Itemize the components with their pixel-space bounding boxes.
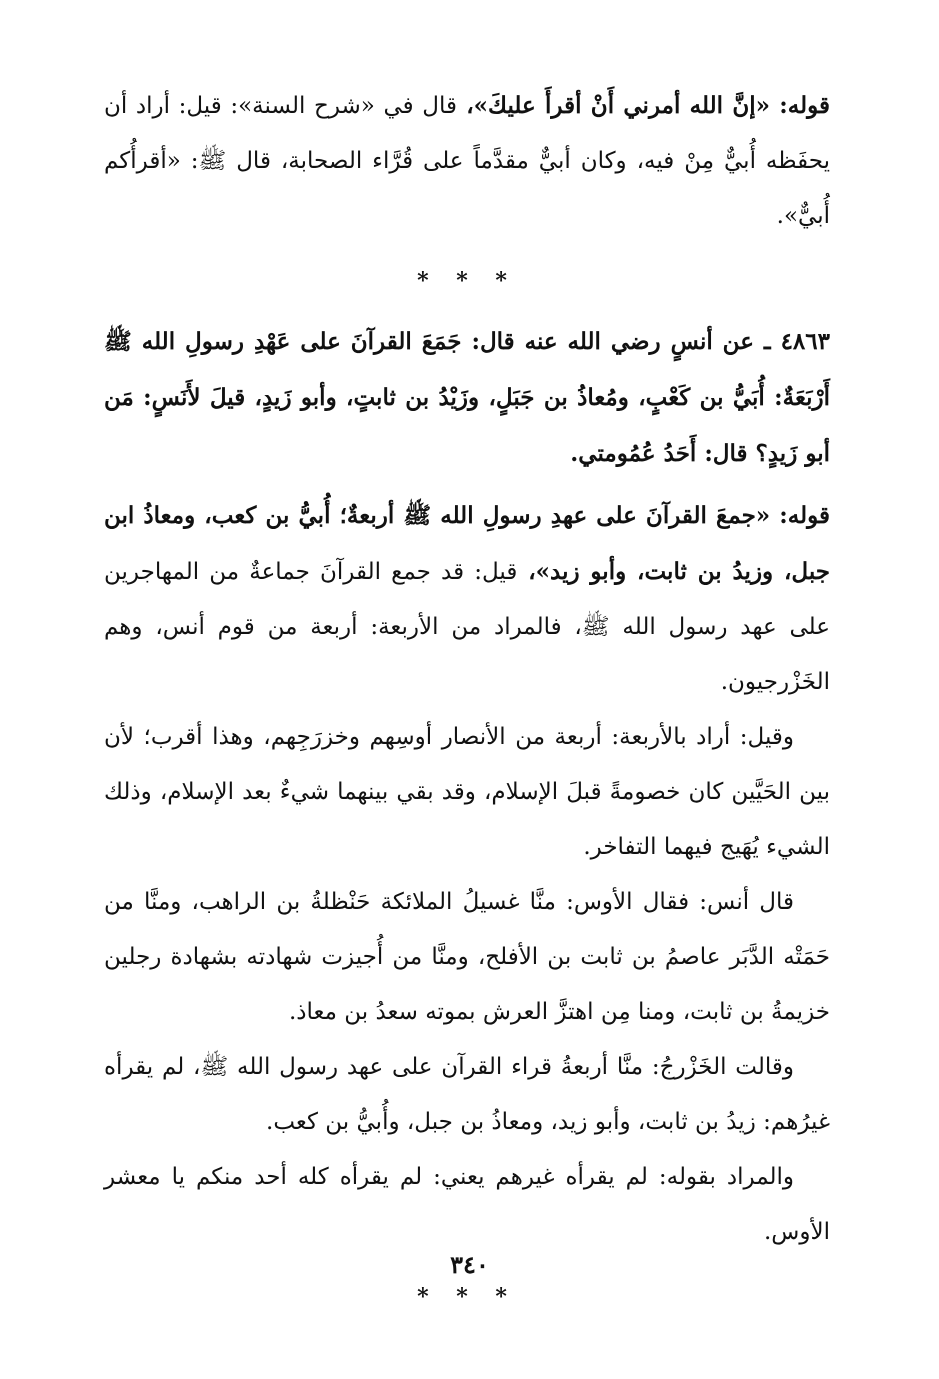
paragraph-5 [104, 875, 830, 1040]
paragraph-1 [104, 78, 830, 244]
commentary-text: قال أنس: فقال الأوس: منَّا غسيلُ الملائكة حَنْظلةُ بن الراهب، ومنَّا من حَمَتْه الدَّبَر عاصمُ بن ثابت بن الأفلح، ومنَّا من أُجيزت شهادته بشهادة رجلين خزيمةُ بن ثابت، ومنا مِن اهتزَّ العرش بموته سعدُ بن معاذ. [104, 889, 830, 1025]
page-number: ٣٤٠ [450, 1250, 489, 1279]
hadith-4863 [104, 314, 830, 482]
commentary-text: والمراد بقوله: لم يقرأه غيرهم يعني: لم يقرأه كله أحد منكم يا معشر الأوس. [104, 1164, 830, 1245]
page-body [104, 78, 830, 1330]
commentary-text: وقيل: أراد بالأربعة: أربعة من الأنصار أوسِهم وخزرَجِهم، وهذا أقرب؛ لأن بين الحَيَّين كان خصومةً قبلَ الإسلام، وقد بقي بينهما شيءٌ بعد الإسلام، وذلك الشيء يُهَيج فيهما التفاخر. [104, 724, 830, 860]
commentary-text: قال في «شرح السنة»: قيل: أراد أن يحفَظه أُبيٌّ مِنْ فيه، وكان أبيٌّ مقدَّماً على قُرَّاء الصحابة، قال ﷺ: «أقرأُكم أُبيٌّ». [104, 93, 830, 229]
section-separator: * * * [417, 268, 517, 294]
paragraph-4 [104, 710, 830, 875]
hadith-text: ٤٨٦٣ ـ عن أنسٍ رضي الله عنه قال: جَمَعَ القرآنَ على عَهْدِ رسولِ الله ﷺ أَرْبَعَةٌ: أُبَيُّ بن كَعْبٍ، ومُعاذُ بن جَبَلٍ، وزَيْدُ بن ثابتٍ، وأبو زَيدٍ، قيلَ لأَنَسٍ: مَن أبو زَيدٍ؟ قال: أَحَدُ عُمُومتي. [104, 328, 830, 467]
quoted-hadith-text: قوله: «إنَّ الله أمرني أَنْ أقرأَ عليكَ»، [456, 92, 830, 119]
section-separator: * * * [417, 1284, 517, 1310]
paragraph-3 [104, 488, 830, 710]
commentary-text: وقالت الخَزْرجُ: منَّا أربعةُ قراء القرآن على عهد رسول الله ﷺ، لم يقرأه غيرُهم: زيدُ بن ثابت، وأبو زيد، ومعاذُ بن جبل، وأُبيُّ بن كعب. [104, 1054, 830, 1135]
commentary-text: قيل: قد جمع القرآنَ جماعةٌ من المهاجرين على عهد رسول الله ﷺ، فالمراد من الأربعة: أربعة من قوم أنس، وهم الخَزْرجيون. [104, 559, 830, 695]
quoted-hadith-text: قوله: «جمعَ القرآنَ على عهدِ رسولِ الله ﷺ أربعةٌ؛ أُبيُّ بن كعب، ومعاذُ ابن جبل، وزيدُ بن ثابت، وأبو زيد»، [104, 502, 831, 585]
paragraph-7 [104, 1150, 830, 1260]
paragraph-6 [104, 1040, 830, 1150]
